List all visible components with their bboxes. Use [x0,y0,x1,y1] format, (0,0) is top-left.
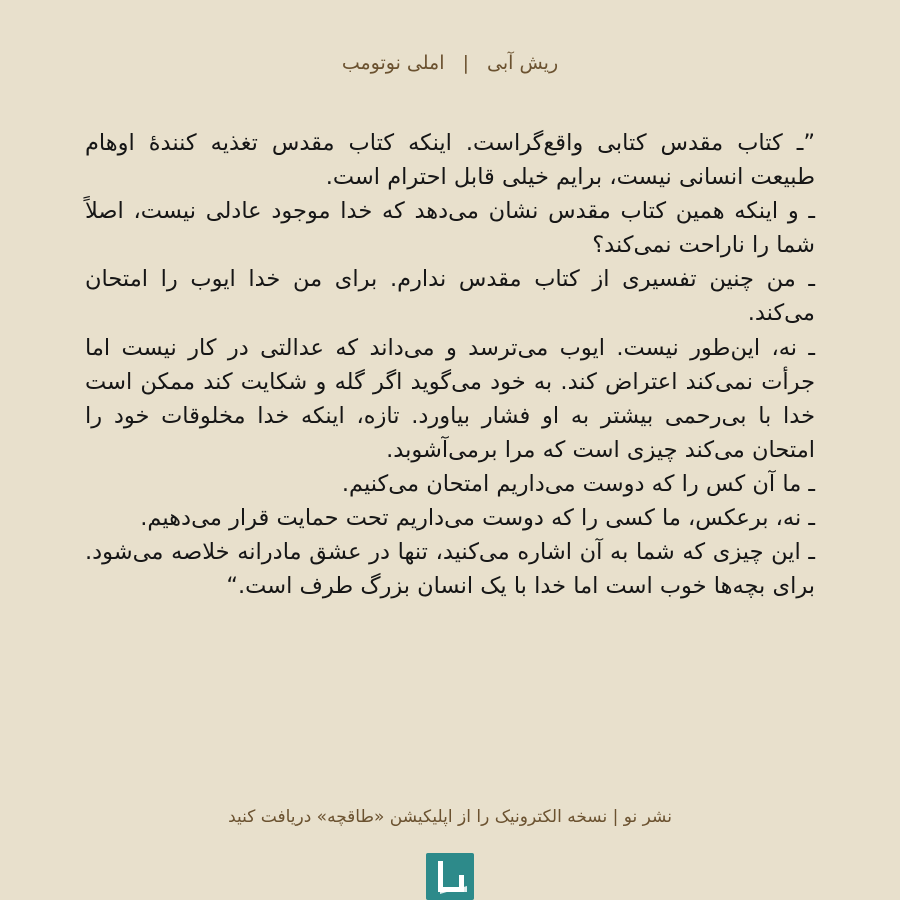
quote-paragraph: ـ نه، برعکس، ما کسی را که دوست می‌داریم تحت حمایت قرار می‌دهیم. [140,505,815,532]
book-author: املی نوتومب [341,52,445,74]
publisher-footer: نشر نو | نسخه الکترونیک را از اپلیکیشن «طاقچه» دریافت کنید [228,807,672,827]
book-header [0,52,900,74]
book-title: ریش آبی [487,52,559,74]
taaghche-logo-icon [426,853,474,900]
quote-paragraph: ـ و اینکه همین کتاب مقدس نشان می‌دهد که خدا موجود عادلی نیست، اصلاً شما را ناراحت نمی‌کند؟ [85,198,815,259]
quote-block [85,126,815,603]
quote-paragraph: ـ نه، این‌طور نیست. ایوب می‌ترسد و می‌داند که عدالتی در کار نیست اما جرأت نمی‌کند اعتراض کند. به خود می‌گوید اگر گله و شکایت کند ممکن است خدا با بی‌رحمی بیشتر به او فشار بیاورد. تازه، اینکه خدا مخلوقات خود را امتحان می‌کند چیزی است که مرا برمی‌آشوبد. [85,334,815,463]
quote-paragraph: ـ این چیزی که شما به آن اشاره می‌کنید، تنها در عشق مادرانه خلاصه می‌شود. برای بچه‌ها خوب است اما خدا با یک انسان بزرگ طرف است.“ [85,539,815,600]
header-separator: | [462,52,469,74]
quote-paragraph: ـ ما آن کس را که دوست می‌داریم امتحان می‌کنیم. [341,470,815,497]
quote-paragraph: ـ من چنین تفسیری از کتاب مقدس ندارم. برای من خدا ایوب را امتحان می‌کند. [85,266,815,327]
quote-paragraph: ”ـ کتاب مقدس کتابی واقع‌گراست. اینکه کتاب مقدس تغذیه کنندهٔ اوهام طبیعت انسانی نیست، برایم خیلی قابل احترام است. [85,130,815,191]
